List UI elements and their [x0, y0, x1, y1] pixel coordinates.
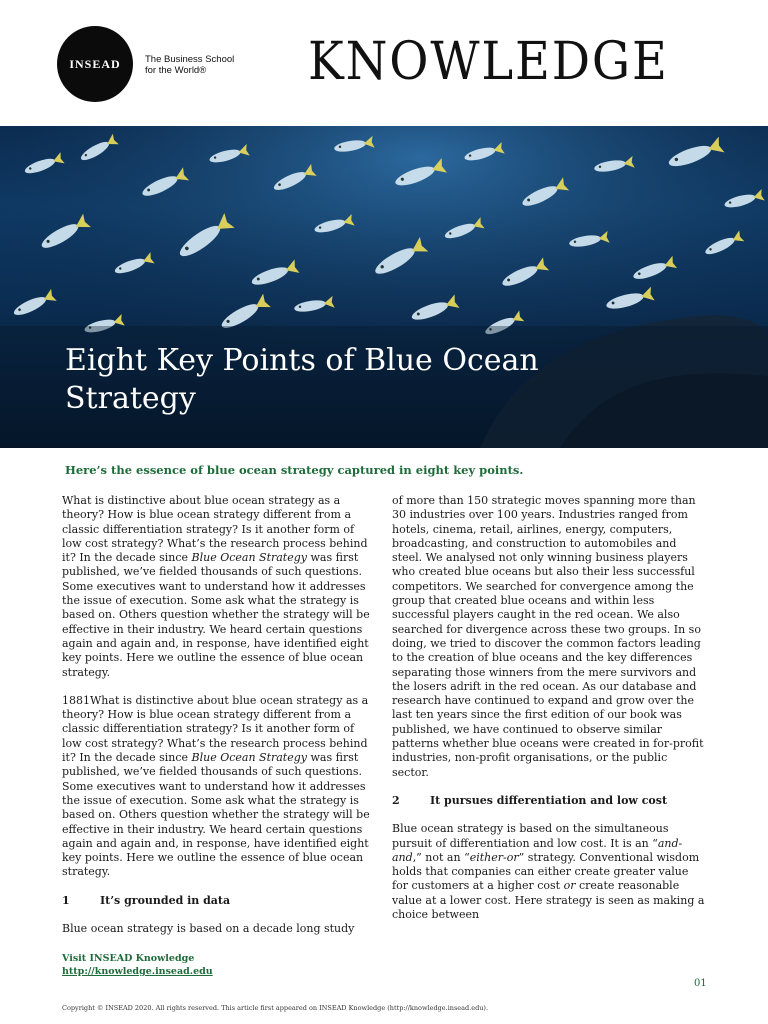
left-column: [62, 494, 376, 950]
brand-title: KNOWLEDGE: [308, 32, 669, 92]
page-number: 01: [694, 978, 707, 989]
paragraph: What is distinctive about blue ocean strategy as a theory? How is blue ocean strategy different from a classic differentiation strategy? Is it another form of low cost strategy? What’s the research process behind it? In the decade since Blue Ocean Strategy was first published, we’ve fielded thousands of such questions. Some executives want to understand how it addresses the issue of execution. Some ask what the strategy is based on. Others question whether the strategy will be effective in their industry. We heard certain questions again and again and, in response, have identified eight key points. Here we outline the essence of blue ocean strategy.: [62, 494, 370, 679]
insead-logo[interactable]: [57, 26, 133, 102]
section-heading-2: [392, 794, 706, 808]
paragraph: of more than 150 strategic moves spanning more than 30 industries over 100 years. Industries ranged from hotels, cinema, retail, airlines, energy, computers, broadcasting, and construction to automobiles and steel. We analysed not only winning business players who created blue oceans but also their less successful competitors. We searched for convergence among the group that created blue oceans and within less successful players caught in the red ocean. We also searched for divergence across these two groups. In so doing, we tried to discover the common factors leading to the creation of blue oceans and the key differences separating those winners from the mere survivors and the losers adrift in the red ocean. As our database and research have continued to expand and grow over the last ten years since the first edition of our book was published, we have continued to observe similar patterns whether blue oceans were created in for-profit industries, non-profit organisations, or the public sector.: [392, 494, 704, 779]
section-heading-1: [62, 894, 376, 908]
visit-link[interactable]: http://knowledge.insead.edu: [62, 966, 213, 977]
article-title: Eight Key Points of Blue Ocean Strategy: [65, 343, 539, 416]
paragraph: Blue ocean strategy is based on the simultaneous pursuit of differentiation and low cost. It is an “and-and,” not an “either-or” strategy. Conventional wisdom holds that companies can either create greater value for customers at a higher cost or create reasonable value at a lower cost. Here strategy is seen as making a choice between: [392, 822, 705, 922]
right-column: [392, 494, 706, 936]
section-number: 2: [392, 793, 400, 807]
section-title: It’s grounded in data: [100, 893, 231, 907]
paragraph: 1881What is distinctive about blue ocean strategy as a theory? How is blue ocean strategy different from a classic differentiation strategy? Is it another form of low cost strategy? What’s the research process behind it? In the decade since Blue Ocean Strategy was first published, we’ve fielded thousands of such questions. Some executives want to understand how it addresses the issue of execution. Some ask what the strategy is based on. Others question whether the strategy will be effective in their industry. We heard certain questions again and again and, in response, have identified eight key points. Here we outline the essence of blue ocean strategy.: [62, 693, 370, 879]
tagline: [145, 54, 234, 76]
section-number: 1: [62, 893, 70, 907]
paragraph: Blue ocean strategy is based on a decade long study: [62, 922, 355, 936]
visit-block: [62, 952, 213, 978]
hero-banner: [0, 126, 768, 448]
section-title: It pursues differentiation and low cost: [430, 793, 668, 807]
tagline-line1: The Business School: [145, 54, 235, 65]
logo-text: INSEAD: [69, 56, 121, 71]
copyright-notice: Copyright © INSEAD 2020. All rights reserved. This article first appeared on INSEAD Knowledge (http://knowledge.insead.edu).: [62, 1004, 489, 1012]
intro-summary: Here’s the essence of blue ocean strategy captured in eight key points.: [65, 463, 524, 477]
tagline-line2: for the World®: [145, 65, 207, 76]
visit-label: Visit INSEAD Knowledge: [62, 953, 195, 964]
